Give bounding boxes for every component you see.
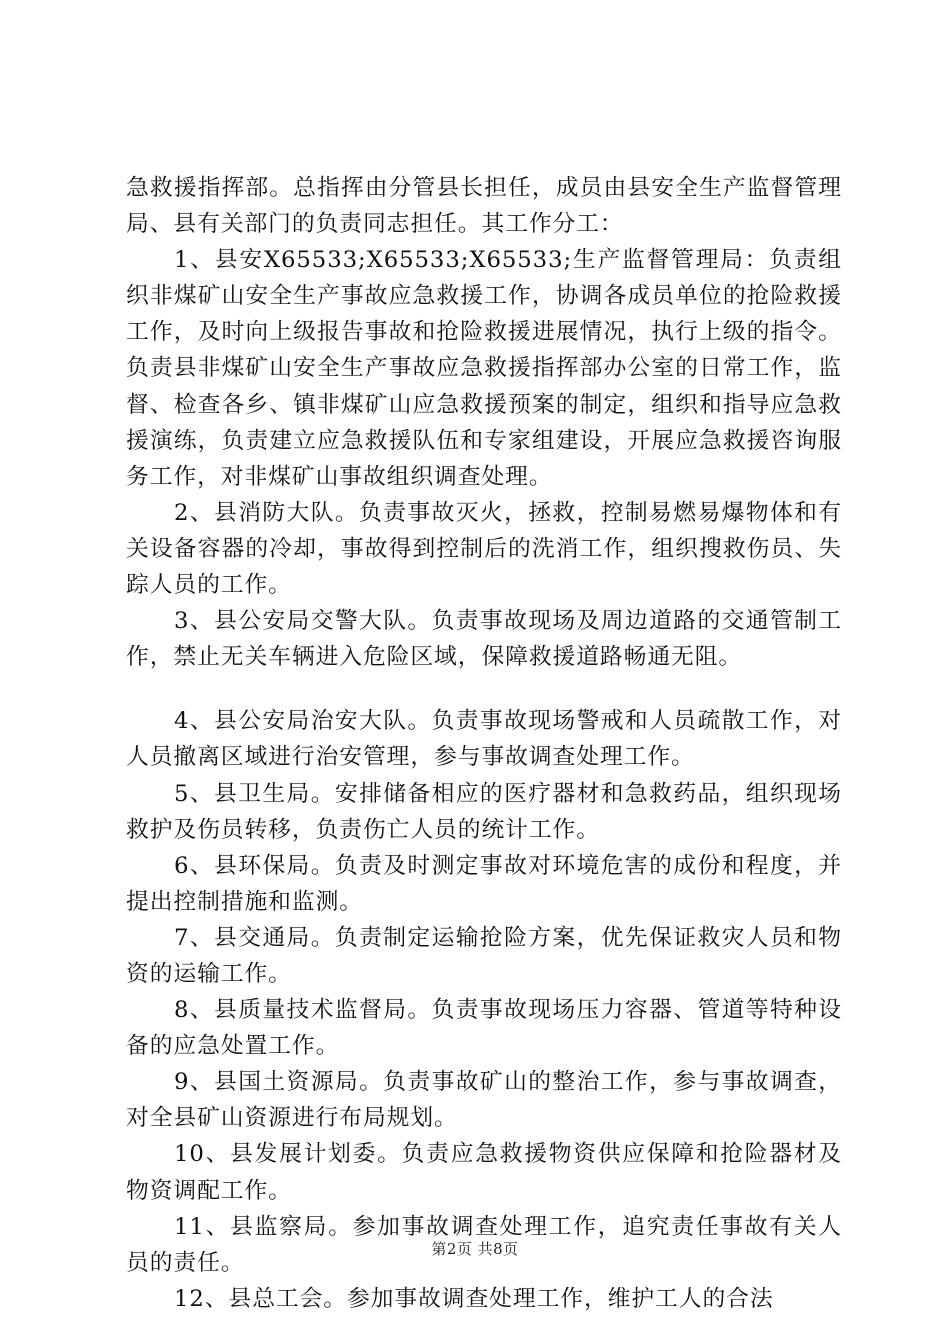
document-body — [126, 170, 842, 1317]
paragraph-intro: 急救援指挥部。总指挥由分管县长担任，成员由县安全生产监督管理局、县有关部门的负责同志担任。其工作分工： — [126, 175, 842, 238]
paragraph-item-3: 3、县公安局交警大队。负责事故现场及周边道路的交通管制工作，禁止无关车辆进入危险区域，保障救援道路畅通无阻。 — [126, 608, 842, 671]
paragraph-item-11: 11、县监察局。参加事故调查处理工作，追究责任事故有关人员的责任。 — [126, 1213, 842, 1276]
paragraph-item-12: 12、县总工会。参加事故调查处理工作，维护工人的合法 — [174, 1285, 774, 1312]
paragraph-item-4: 4、县公安局治安大队。负责事故现场警戒和人员疏散工作，对人员撤离区域进行治安管理，参与事故调查处理工作。 — [126, 708, 842, 771]
page-number-footer: 第2页 共8页 — [431, 1240, 519, 1258]
paragraph-item-7: 7、县交通局。负责制定运输抢险方案，优先保证救灾人员和物资的运输工作。 — [126, 924, 842, 987]
paragraph-item-8: 8、县质量技术监督局。负责事故现场压力容器、管道等特种设备的应急处置工作。 — [126, 997, 842, 1060]
paragraph-item-5: 5、县卫生局。安排储备相应的医疗器材和急救药品，组织现场救护及伤员转移，负责伤亡人员的统计工作。 — [126, 780, 842, 843]
paragraph-item-9: 9、县国土资源局。负责事故矿山的整治工作，参与事故调查，对全县矿山资源进行布局规划。 — [126, 1069, 842, 1132]
paragraph-item-2: 2、县消防大队。负责事故灭火，拯救，控制易燃易爆物体和有关设备容器的冷却，事故得到控制后的洗消工作，组织搜救伤员、失踪人员的工作。 — [126, 499, 842, 599]
paragraph-item-1: 1、县安X65533;X65533;X65533;生产监督管理局：负责组织非煤矿山安全生产事故应急救援工作，协调各成员单位的抢险救援工作，及时向上级报告事故和抢险救援进展情况，执行上级的指令。负责县非煤矿山安全生产事故应急救援指挥部办公室的日常工作，监督、检查各乡、镇非煤矿山应急救援预案的制定，组织和指导应急救援演练，负责建立应急救援队伍和专家组建设，开展应急救援咨询服务工作，对非煤矿山事故组织调查处理。 — [126, 247, 842, 490]
paragraph-item-10: 10、县发展计划委。负责应急救援物资供应保障和抢险器材及物资调配工作。 — [126, 1141, 842, 1204]
paragraph-item-6: 6、县环保局。负责及时测定事故对环境危害的成份和程度，并提出控制措施和监测。 — [126, 852, 842, 915]
